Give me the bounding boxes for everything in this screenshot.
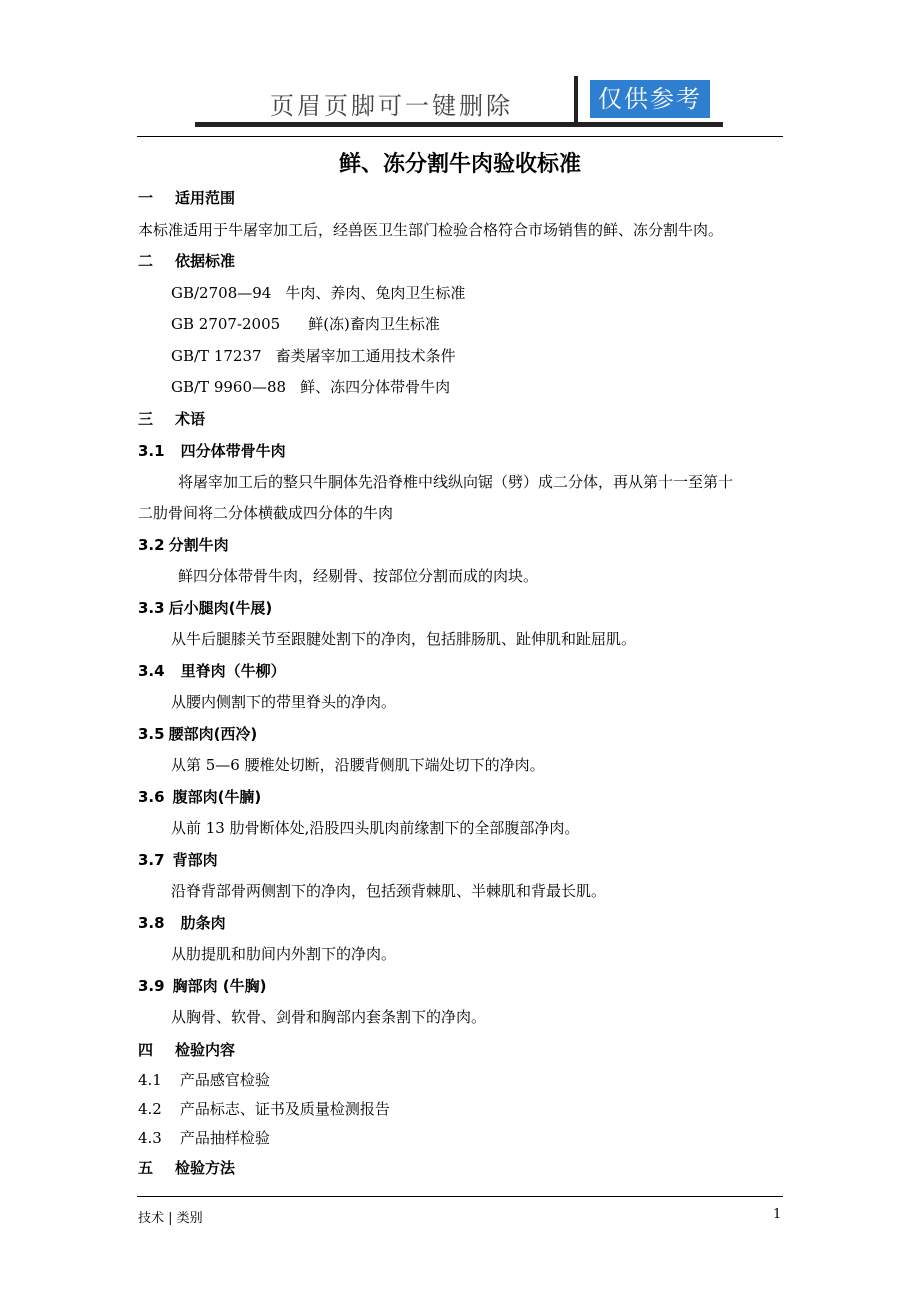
- term-body-line: 将屠宰加工后的整只牛胴体先沿脊椎中线纵向锯（劈）成二分体，再从第十一至第十: [178, 473, 734, 491]
- term-number: 3.3: [138, 599, 165, 617]
- item-text: 产品抽样检验: [179, 1129, 270, 1147]
- section-number: 五: [138, 1159, 154, 1177]
- header-banner-text: 页眉页脚可一键删除: [270, 92, 513, 120]
- content-item: [138, 1098, 390, 1119]
- header-badge: 仅供参考: [590, 80, 710, 118]
- standard-code: GB/2708—94: [171, 284, 272, 302]
- item-text: 产品感官检验: [179, 1071, 270, 1089]
- section-heading-1: [138, 187, 235, 208]
- term-number: 3.8: [138, 914, 165, 932]
- term-body: 从牛后腿膝关节至跟腱处割下的净肉，包括腓肠肌、趾伸肌和趾屈肌。: [171, 630, 637, 648]
- term-title: 四分体带骨牛肉: [180, 442, 286, 460]
- standard-item: [171, 345, 456, 366]
- section-heading-4: [138, 1039, 235, 1060]
- term-body: 沿脊背部骨两侧割下的净肉，包括颈背棘肌、半棘肌和背最长肌。: [171, 882, 607, 900]
- term-title: 分割牛肉: [168, 536, 229, 554]
- term-heading: [138, 723, 257, 744]
- term-heading: [138, 660, 286, 681]
- standard-code: GB/T 17237: [171, 347, 262, 365]
- standard-item: [171, 282, 465, 303]
- item-number: 4.2: [138, 1100, 162, 1118]
- standard-code: GB/T 9960—88: [171, 378, 287, 396]
- term-body: 鲜四分体带骨牛肉，经剔骨、按部位分割而成的肉块。: [178, 567, 539, 585]
- section-title: 检验方法: [175, 1159, 236, 1177]
- section-title: 检验内容: [175, 1041, 236, 1059]
- term-number: 3.2: [138, 536, 165, 554]
- section-number: 三: [138, 410, 154, 428]
- section-number: 四: [138, 1041, 154, 1059]
- item-number: 4.3: [138, 1129, 162, 1147]
- term-number: 3.7: [138, 851, 165, 869]
- term-body: 从腰内侧割下的带里脊头的净肉。: [171, 693, 397, 711]
- page-number: 1: [773, 1207, 782, 1222]
- term-body: 从肋提肌和肋间内外割下的净肉。: [171, 945, 397, 963]
- section-number: 一: [138, 189, 154, 207]
- header-underline: [195, 122, 723, 127]
- term-number: 3.6: [138, 788, 165, 806]
- content-item: [138, 1127, 270, 1148]
- header-rule: [137, 136, 783, 137]
- term-title: 背部肉: [172, 851, 218, 869]
- term-heading: [138, 849, 218, 870]
- section-heading-2: [138, 250, 235, 271]
- term-body: 从胸骨、软骨、剑骨和胸部内套条割下的净肉。: [171, 1008, 487, 1026]
- section-title: 依据标准: [175, 252, 236, 270]
- section-title: 术语: [175, 410, 206, 428]
- standard-item: [171, 376, 450, 397]
- standard-name: 鲜、冻四分体带骨牛肉: [300, 378, 451, 396]
- term-number: 3.1: [138, 442, 165, 460]
- term-heading: [138, 597, 272, 618]
- footer-rule: [137, 1196, 783, 1197]
- standard-item: [171, 313, 440, 334]
- section-heading-3: [138, 408, 205, 429]
- term-title: 里脊肉（牛柳）: [180, 662, 286, 680]
- term-body: 从第 5—6 腰椎处切断，沿腰背侧肌下端处切下的净肉。: [171, 756, 545, 774]
- term-number: 3.5: [138, 725, 165, 743]
- term-title: 肋条肉: [180, 914, 226, 932]
- footer-category: 技术 | 类别: [138, 1211, 203, 1226]
- section-number: 二: [138, 252, 154, 270]
- item-text: 产品标志、证书及质量检测报告: [179, 1100, 390, 1118]
- term-heading: [138, 975, 267, 996]
- standard-code: GB 2707-2005: [171, 315, 281, 333]
- term-title: 胸部肉 (牛胸): [172, 977, 267, 995]
- term-heading: [138, 440, 286, 461]
- term-title: 腹部肉(牛腩): [172, 788, 262, 806]
- section-title: 适用范围: [175, 189, 236, 207]
- standard-name: 鲜(冻)畜肉卫生标准: [308, 315, 440, 333]
- term-title: 腰部肉(西冷): [168, 725, 258, 743]
- term-body: 从前 13 肋骨断体处,沿股四头肌肉前缘割下的全部腹部净肉。: [171, 819, 580, 837]
- term-heading: [138, 534, 229, 555]
- term-number: 3.9: [138, 977, 165, 995]
- section-1-body: 本标准适用于牛屠宰加工后，经兽医卫生部门检验合格符合市场销售的鲜、冻分割牛肉。: [138, 221, 724, 239]
- document-title: 鲜、冻分割牛肉验收标准: [338, 152, 581, 177]
- term-heading: [138, 912, 226, 933]
- term-title: 后小腿肉(牛展): [168, 599, 273, 617]
- term-body-line: 二肋骨间将二分体横截成四分体的牛肉: [138, 504, 394, 522]
- standard-name: 牛肉、养肉、兔肉卫生标准: [285, 284, 466, 302]
- term-heading: [138, 786, 261, 807]
- header-divider: [574, 76, 578, 124]
- item-number: 4.1: [138, 1071, 162, 1089]
- term-number: 3.4: [138, 662, 165, 680]
- content-item: [138, 1069, 270, 1090]
- standard-name: 畜类屠宰加工通用技术条件: [275, 347, 456, 365]
- section-heading-5: [138, 1157, 235, 1178]
